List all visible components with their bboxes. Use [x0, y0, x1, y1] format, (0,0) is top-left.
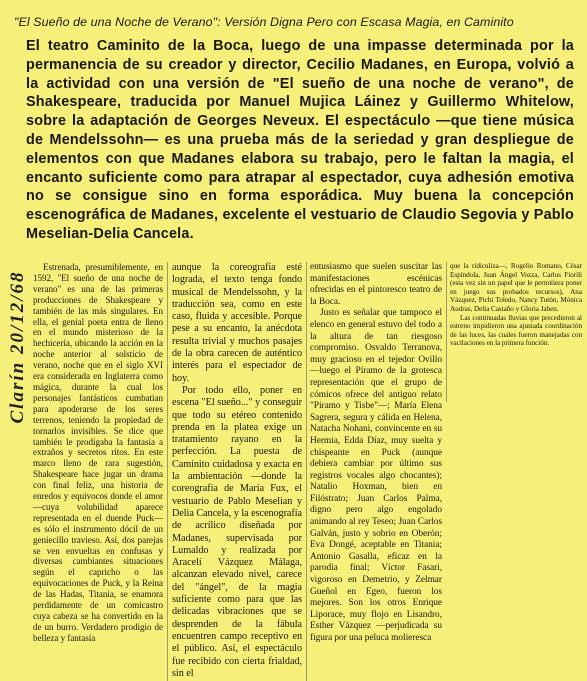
column-divider: [446, 262, 447, 402]
date-stamp-text: Clarín 20/12/68: [7, 270, 28, 424]
column-3-paragraph: entusiasmo que suelen suscitar las manifestaciones escénicas ofrecidas en el pintoresco teatro de la Boca.: [310, 262, 442, 307]
article-column-1: [33, 262, 163, 681]
article-headline: "El Sueño de una Noche de Verano": Versión Digna Pero con Escasa Magia, en Caminito: [14, 15, 514, 29]
article-column-3: [310, 262, 442, 681]
column-divider: [306, 262, 307, 681]
article-column-4: [450, 262, 582, 402]
column-1-paragraph: Estrenada, presumiblemente, en 1592, "El sueño de una noche de verano" es una de las primeras producciones de Shakespeare y también de las más singulares. En ella, el genial poeta entra de lleno en el mundo misterioso de la hechicería, ubicando la acción en la noche anterior al solsticio de verano, noche que en el siglo XVI era considerada en Inglaterra como mágica, durante la cual los personajes fantásticos cumbatian para apoderarse de los seres terrenos, teniendo la propiedad de tornarlos invisibles. Se dice que también le prodigaba la fantasía a extraños y secretos ritos. En este marco lleno de rara sugestión, Shakespeare hace jugar un drama con final feliz, una historia de enredos y equívocos donde el amor —cuya volubilidad aparece representada en el duende Puck— es sólo el instrumento dócil de un geniecillo travieso. Así, dos parejas se ven envueltas en confusas y diversas cambiantes situaciones según el capricho o las equivocaciones de Puck, y la Reina de las Hadas, Titania, se enamora perdidamente de un comicastro cuya cabeza se ha convertido en la de un burro. Verdadero prodigio de belleza y fantasía: [33, 262, 163, 643]
column-3-paragraph: Justo es señalar que tampoco el elenco en general estuvo del todo a la altura de tan riesgoso compromiso. Osvaldo Terranova, muy gracioso en el tejedor Ovillo —luego el Píramo de la grotesca representación que el grupo de cómicos ofrece del antiguo relato "Píramo y Tisbe"—; María Elena Sagrera, segura y cálida en Helena, Natacha Nohani, convincente en su Hermia, Edda Díaz, muy suelta y chispeante en Puck (aunque debiera cambiar por último sus registros vocales algo chocantes); Natalio Hoxman, bien en Filóstrato; Juan Carlos Palma, digno pero algo engolado animando al rey Teseo; Juan Carlos Galván, justo y sobrio en Oberón; Eva Dongé, aceptable en Titania; Antonio Gasalla, eficaz en la parodia final; Víctor Fasari, vigoroso en Demetrio, y Zelmar Gueñol en Egeo, fueron los mejores. Son los otros Enrique Liporace, muy flojo en Lisandro, Esther Vázquez —perjudicada su figura por una peluca molieresca: [310, 308, 442, 643]
column-2-paragraph: aunque la coreografía esté lograda, el texto tenga fondo musical de Mendelssohn, y la traducción sea, como en este caso, fluida y accesible. Porque pese a su encanto, la anécdota resulta trivial y muchos pasajes de la obra carecen de auténtico interés para el espectador de hoy.: [172, 262, 302, 384]
column-divider: [167, 262, 168, 681]
article-lead: El teatro Caminito de la Boca, luego de una impasse determinada por la permanencia de su creador y director, Cecilio Madanes, en Europa, volvió a la actividad con una versión de "El sueño de una noche de verano", de Shakespeare, traducida por Manuel Mujica Láinez y Guillermo Whitelow, sobre la adaptación de Georges Neveux. El espectáculo —que tiene música de Mendelssohn— es una prueba más de la seriedad y gran despliegue de elementos con que Madanes elabora su trabajo, pero le faltan la magia, el encanto suficiente como para atrapar al espectador, cuya adhesión emotiva no se consigue sino en forma esporádica. Muy buena la concepción escenográfica de Madanes, excelente el vestuario de Claudio Segovia y Pablo Meselian-Delia Cancela.: [26, 38, 574, 242]
article-column-2: [172, 262, 302, 681]
column-2-paragraph: Por todo ello, poner en escena "El sueño..." y conseguir que todo su etéreo contenido prenda en la platea exige un tratamiento rayano en la perfección. La puesta de Caminito cuidadosa y exacta en la ambientación —donde la coreografía de María Fux, el vestuario de Pablo Meselian y Delia Cancela, y la escenografía de acrílico diseñada por Madanes, supervisada por Lumaldo y realizada por Aracelí Vázquez Málaga, alcanzan elevado nivel, carece del "ángel", de la magia suficiente como para que las delicadas vibraciones que se desprenden de la fábula encuentren campo receptivo en el público. Así, el espectáculo fue recibido con cierta frialdad, sin el: [172, 384, 302, 679]
column-4-paragraph: que la ridiculiza—, Rogelio Romano, César Espíndola, Juan Ángel Vozza, Carlos Fiorili (esta vez sin un papel que le permitiera poner en juego sus probados recursos), Ana Vázquez, Pichi Toledo, Nancy Tutón, Mónica Audras, Delia Castaño y Gloria Jaben.: [450, 262, 582, 313]
date-stamp: [5, 262, 29, 432]
column-4-paragraph: Las continuadas lluvias que precedieron al estreno impidieron una ajustada coordinación de las luces, las cuales fueron manejadas con vacilaciones en la primera función.: [450, 313, 582, 348]
